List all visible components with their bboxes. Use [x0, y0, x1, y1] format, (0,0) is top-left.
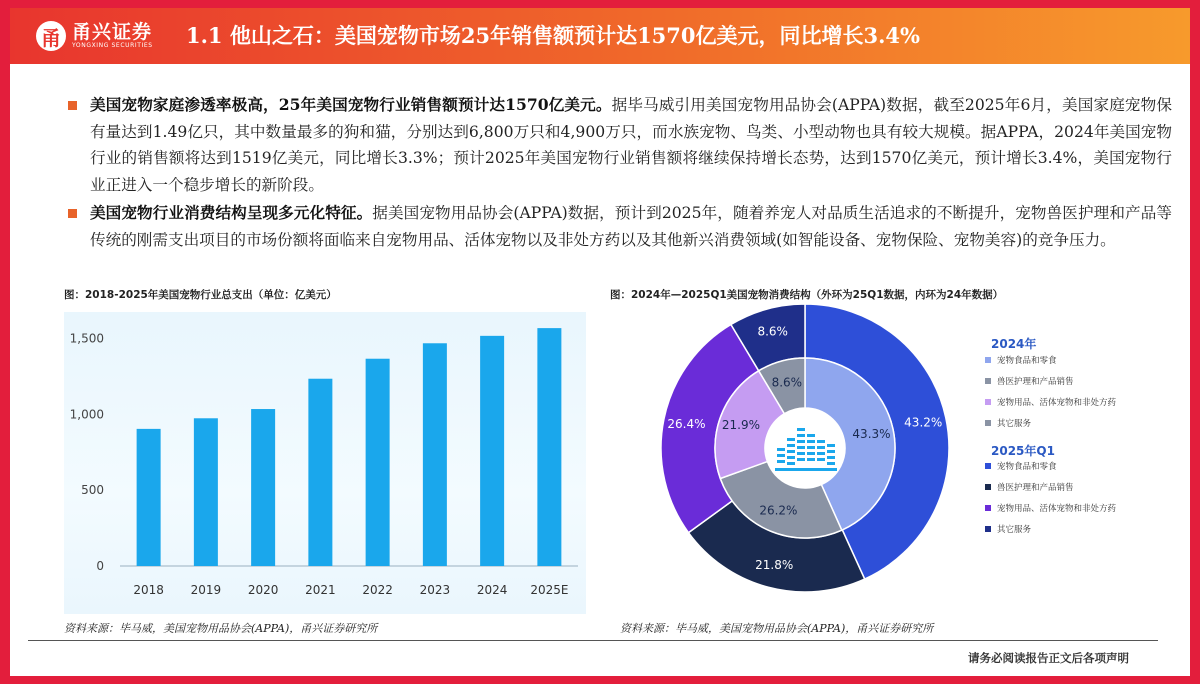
- bullet-square-icon: [68, 209, 77, 218]
- legend-swatch: [985, 505, 991, 511]
- y-tick-label: 1,000: [69, 407, 104, 422]
- legend-label: 兽医护理和产品销售: [997, 377, 1074, 387]
- x-tick-label: 2024: [476, 583, 508, 597]
- legend-swatch: [985, 378, 991, 384]
- left-figure-source: 资料来源：毕马威，美国宠物用品协会(APPA)，甬兴证券研究所: [64, 622, 378, 635]
- center-bar-segment: [817, 446, 825, 449]
- legend-swatch: [985, 484, 991, 490]
- legend-item: [985, 502, 1116, 514]
- center-bar-segment: [807, 458, 815, 461]
- inner-ring-label: 43.3%: [852, 426, 891, 441]
- legend-swatch: [985, 357, 991, 363]
- legend-label: 兽医护理和产品销售: [997, 483, 1074, 493]
- slide: [10, 8, 1190, 676]
- bar: [137, 429, 161, 566]
- legend-label: 宠物用品、活体宠物和非处方药: [997, 398, 1117, 408]
- outer-ring-label: 26.4%: [667, 416, 706, 431]
- legend-label: 其它服务: [997, 419, 1032, 429]
- inner-ring-label: 8.6%: [771, 375, 803, 390]
- center-bar-base: [775, 468, 837, 471]
- center-bar-segment: [797, 446, 805, 449]
- bullet-item: [62, 92, 1172, 198]
- outer-ring-label: 8.6%: [757, 324, 788, 339]
- legend-group-2024: 2024年: [991, 337, 1037, 351]
- x-tick-label: 2023: [419, 583, 451, 597]
- x-tick-label: 2018: [133, 583, 164, 597]
- center-bar-segment: [807, 434, 815, 437]
- center-bar-segment: [827, 450, 835, 453]
- center-bar-segment: [827, 456, 835, 459]
- center-bar-segment: [817, 458, 825, 461]
- center-bar-segment: [807, 452, 815, 455]
- legend-swatch: [985, 526, 991, 532]
- legend-swatch: [985, 399, 991, 405]
- center-bar-segment: [787, 444, 795, 447]
- center-bar-segment: [817, 440, 825, 443]
- center-bars-icon: [775, 428, 837, 471]
- outer-ring-label: 21.8%: [755, 558, 794, 573]
- inner-ring-label: 21.9%: [721, 418, 761, 433]
- bullet-square-icon: [68, 101, 77, 110]
- center-bar-segment: [797, 452, 805, 455]
- bullet-heading: 美国宠物家庭渗透率极高，25年美国宠物行业销售额预计达1570亿美元。: [90, 95, 612, 114]
- footer-disclaimer: 请务必阅读报告正文后各项声明: [968, 651, 1129, 665]
- bar: [194, 418, 218, 566]
- x-tick-label: 2022: [362, 583, 393, 597]
- outer-ring-label: 43.2%: [904, 415, 943, 430]
- donut-chart: [640, 300, 970, 620]
- y-tick-label: 1,500: [69, 331, 104, 346]
- center-bar-segment: [807, 446, 815, 449]
- x-tick-label: 2025E: [530, 583, 569, 597]
- bar: [480, 336, 504, 566]
- bar: [537, 328, 561, 566]
- y-tick-label: 0: [96, 559, 104, 573]
- left-figure-title: 图：2018-2025年美国宠物行业总支出（单位：亿美元）: [64, 289, 337, 301]
- legend-label: 宠物用品、活体宠物和非处方药: [997, 504, 1117, 514]
- x-tick-label: 2020: [247, 583, 279, 597]
- center-bar-segment: [777, 448, 785, 451]
- bar: [308, 379, 332, 566]
- center-bar-segment: [787, 462, 795, 465]
- center-bar-segment: [817, 452, 825, 455]
- logo-cn: 甬兴证券: [72, 21, 153, 43]
- bullet-item: [62, 200, 1172, 253]
- footer-divider: [28, 640, 1158, 641]
- legend-item: [985, 396, 1116, 408]
- brand-logo: [36, 16, 153, 56]
- center-bar-segment: [827, 462, 835, 465]
- right-figure-source: 资料来源：毕马威，美国宠物用品协会(APPA)，甬兴证券研究所: [620, 622, 934, 635]
- center-bar-segment: [787, 438, 795, 441]
- x-tick-label: 2019: [190, 583, 222, 597]
- page-title: 1.1 他山之石：美国宠物市场25年销售额预计达1570亿美元，同比增长3.4%: [186, 23, 921, 48]
- legend-label: 其它服务: [997, 525, 1032, 535]
- bullet-list: [62, 92, 1172, 255]
- title-bar: [10, 8, 1190, 64]
- x-tick-label: 2021: [305, 583, 336, 597]
- center-bar-segment: [797, 428, 805, 431]
- legend-item: [985, 375, 1074, 387]
- legend-item: [985, 460, 1057, 472]
- center-bar-segment: [777, 454, 785, 457]
- right-figure-title: 图：2024年—2025Q1美国宠物消费结构（外环为25Q1数据，内环为24年数据）: [610, 289, 1004, 301]
- logo-text: [72, 22, 153, 50]
- bar-chart: [64, 312, 586, 614]
- inner-ring-label: 26.2%: [759, 503, 798, 518]
- center-bar-segment: [777, 460, 785, 463]
- logo-mark-icon: 甬: [36, 21, 66, 51]
- legend-item: [985, 417, 1031, 429]
- legend-label: 宠物食品和零食: [997, 462, 1057, 472]
- center-bar-segment: [827, 444, 835, 447]
- bullet-text: 据美国宠物用品协会(APPA)数据，预计到2025年，随着养宠人对品质生活追求的不断提升，宠物兽医护理和产品等传统的刚需支出项目的市场份额将面临来自宠物用品、活体宠物以及非处方药以及其他新兴消费领域(如智能设备、宠物保险、宠物美容)的竞争压力。: [90, 204, 1172, 249]
- legend-item: [985, 523, 1031, 535]
- center-bar-segment: [797, 458, 805, 461]
- logo-en: YONGXING SECURITIES: [72, 42, 153, 49]
- y-tick-label: 500: [81, 483, 104, 498]
- bullet-text: 据毕马威引用美国宠物用品协会(APPA)数据，截至2025年6月，美国家庭宠物保有量达到1.49亿只，其中数量最多的狗和猫，分别达到6,800万只和4,900万只，而水族宠物、鸟类、小型动物也具有较大规模。据APPA，2024年美国宠物行业的销售额将达到1519亿美元，同比增长3.3%；预计2025年美国宠物行业销售额将继续保持增长态势，达到1570亿美元，预计增长3.4%，美国宠物行业正进入一个稳步增长的新阶段。: [90, 96, 1172, 194]
- legend-item: [985, 354, 1057, 366]
- legend-label: 宠物食品和零食: [997, 356, 1057, 366]
- legend-group-2025: 2025年Q1: [991, 444, 1055, 458]
- bar: [423, 343, 447, 566]
- legend-swatch: [985, 463, 991, 469]
- center-bar-segment: [797, 440, 805, 443]
- center-bar-segment: [807, 440, 815, 443]
- bullet-heading: 美国宠物行业消费结构呈现多元化特征。: [90, 203, 373, 222]
- center-bar-segment: [787, 450, 795, 453]
- bar: [366, 359, 390, 566]
- center-bar-segment: [797, 434, 805, 437]
- legend-item: [985, 481, 1074, 493]
- center-bar-segment: [787, 456, 795, 459]
- bar: [251, 409, 275, 566]
- legend-swatch: [985, 420, 991, 426]
